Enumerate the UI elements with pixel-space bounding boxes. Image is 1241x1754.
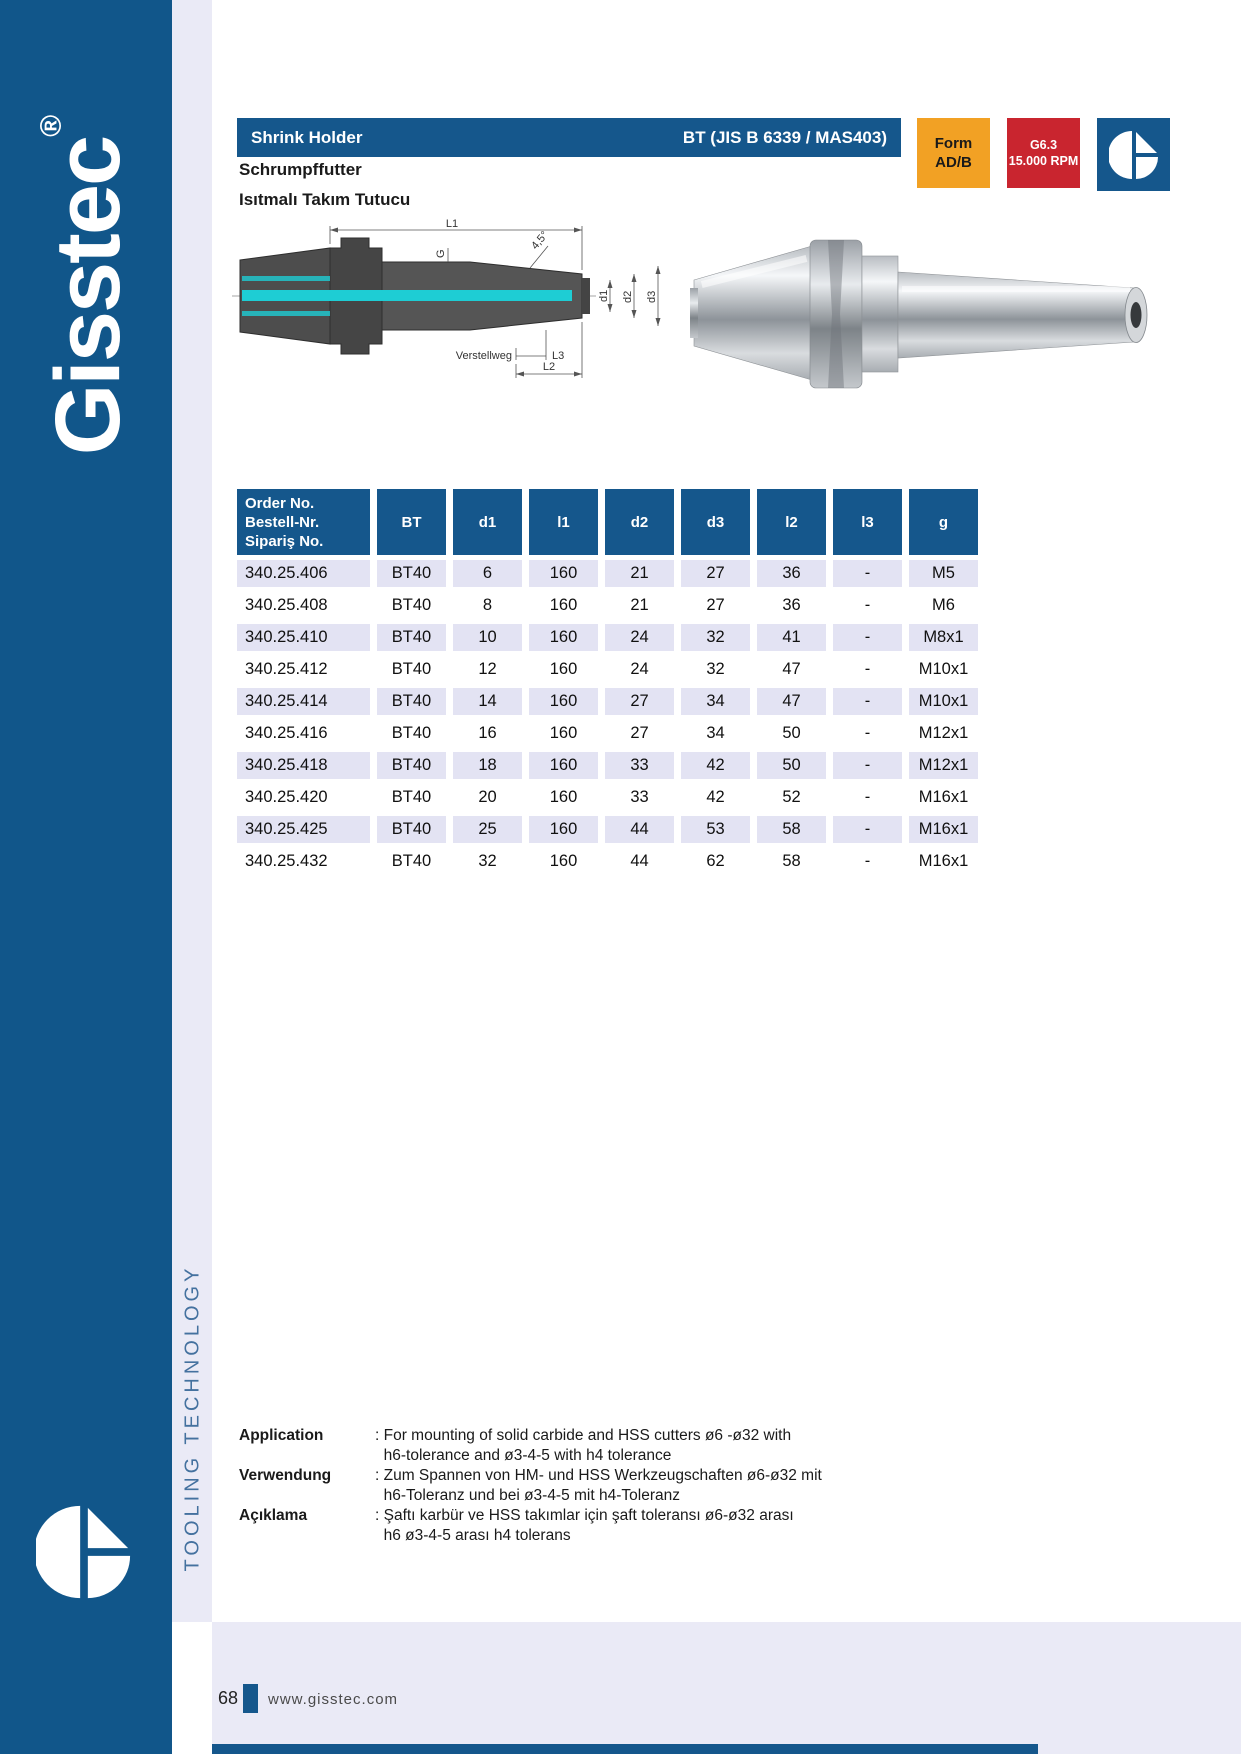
cell-l2: 41 bbox=[757, 624, 826, 651]
order-header-line: Sipariş No. bbox=[245, 532, 324, 550]
dim-label-d3: d3 bbox=[646, 290, 658, 303]
note-text: : Zum Spannen von HM- und HSS Werkzeugschaften ø6-ø32 mit h6-Toleranz und bei ø3-4-5 mit h4-Toleranz bbox=[375, 1467, 822, 1504]
cell-l1: 160 bbox=[529, 784, 598, 811]
form-badge-line1: Form bbox=[934, 135, 973, 152]
form-badge-line2: AD/B bbox=[935, 154, 972, 171]
page-title: Shrink Holder bbox=[251, 127, 363, 147]
cell-l1: 160 bbox=[529, 592, 598, 619]
cell-d2: 44 bbox=[605, 848, 674, 875]
notes-block bbox=[239, 1426, 899, 1546]
cell-g: M10x1 bbox=[909, 656, 978, 683]
cell-d1: 14 bbox=[453, 688, 522, 715]
cell-d1: 18 bbox=[453, 752, 522, 779]
cell-g: M6 bbox=[909, 592, 978, 619]
cell-d1: 6 bbox=[453, 560, 522, 587]
cell-d2: 27 bbox=[605, 688, 674, 715]
cell-d2: 24 bbox=[605, 656, 674, 683]
dim-label-g: G bbox=[435, 249, 447, 258]
cell-bt: BT40 bbox=[377, 688, 446, 715]
dim-label-verstellweg: Verstellweg bbox=[455, 350, 512, 362]
cell-g: M16x1 bbox=[909, 848, 978, 875]
cell-g: M8x1 bbox=[909, 624, 978, 651]
cell-l3: - bbox=[833, 688, 902, 715]
column-header-l3: l3 bbox=[833, 489, 902, 555]
table-row bbox=[237, 656, 978, 683]
cell-l1: 160 bbox=[529, 752, 598, 779]
balance-grade-line1: G6.3 bbox=[1029, 138, 1058, 152]
cell-l3: - bbox=[833, 624, 902, 651]
subtitle-german: Schrumpffutter bbox=[239, 160, 362, 179]
dim-label-l2: L2 bbox=[542, 361, 556, 373]
column-header-g: g bbox=[909, 489, 978, 555]
column-header-l1: l1 bbox=[529, 489, 598, 555]
table-row bbox=[237, 592, 978, 619]
cell-l2: 47 bbox=[757, 688, 826, 715]
cell-d1: 16 bbox=[453, 720, 522, 747]
dim-label-l1: L1 bbox=[445, 218, 459, 230]
cell-g: M12x1 bbox=[909, 752, 978, 779]
cell-d2: 24 bbox=[605, 624, 674, 651]
cell-d2: 27 bbox=[605, 720, 674, 747]
table-header-row bbox=[237, 489, 978, 555]
dim-label-l3: L3 bbox=[552, 350, 565, 362]
cell-order-no: 340.25.418 bbox=[237, 752, 370, 779]
dim-label-d1: d1 bbox=[598, 289, 610, 302]
cell-l3: - bbox=[833, 848, 902, 875]
column-header-d2: d2 bbox=[605, 489, 674, 555]
cell-bt: BT40 bbox=[377, 720, 446, 747]
cell-d2: 33 bbox=[605, 752, 674, 779]
cell-l3: - bbox=[833, 720, 902, 747]
footer-accent-mark bbox=[243, 1684, 258, 1713]
brand-name: Gisstec bbox=[37, 136, 139, 456]
cell-l2: 58 bbox=[757, 848, 826, 875]
cell-l3: - bbox=[833, 784, 902, 811]
subtitle-turkish: Isıtmalı Takım Tutucu bbox=[239, 190, 411, 209]
cell-d1: 20 bbox=[453, 784, 522, 811]
spec-table bbox=[230, 484, 985, 880]
table-row bbox=[237, 784, 978, 811]
cell-d1: 10 bbox=[453, 624, 522, 651]
cell-g: M10x1 bbox=[909, 688, 978, 715]
note-label: Application bbox=[239, 1427, 324, 1444]
cell-l2: 50 bbox=[757, 720, 826, 747]
cell-l1: 160 bbox=[529, 656, 598, 683]
cell-l3: - bbox=[833, 816, 902, 843]
cell-d3: 53 bbox=[681, 816, 750, 843]
cell-bt: BT40 bbox=[377, 816, 446, 843]
cell-l1: 160 bbox=[529, 720, 598, 747]
cell-l1: 160 bbox=[529, 560, 598, 587]
cell-d3: 42 bbox=[681, 752, 750, 779]
cell-g: M12x1 bbox=[909, 720, 978, 747]
technical-drawing bbox=[230, 218, 690, 408]
table-body bbox=[237, 560, 978, 875]
cell-d1: 8 bbox=[453, 592, 522, 619]
cell-l3: - bbox=[833, 752, 902, 779]
column-header-BT: BT bbox=[377, 489, 446, 555]
note-text: : Şaftı karbür ve HSS takımlar için şaft toleransı ø6-ø32 arası h6 ø3-4-5 arası h4 tolerans bbox=[375, 1507, 794, 1544]
table-row bbox=[237, 848, 978, 875]
cell-d1: 25 bbox=[453, 816, 522, 843]
table-row bbox=[237, 720, 978, 747]
column-header-d3: d3 bbox=[681, 489, 750, 555]
cell-l2: 50 bbox=[757, 752, 826, 779]
cell-d3: 27 bbox=[681, 560, 750, 587]
form-badge bbox=[917, 118, 990, 188]
footer-band bbox=[212, 1622, 1241, 1754]
cell-order-no: 340.25.410 bbox=[237, 624, 370, 651]
column-header-d1: d1 bbox=[453, 489, 522, 555]
table-row bbox=[237, 624, 978, 651]
cell-order-no: 340.25.406 bbox=[237, 560, 370, 587]
bottom-bar bbox=[212, 1744, 1038, 1754]
table-row bbox=[237, 560, 978, 587]
cell-l1: 160 bbox=[529, 688, 598, 715]
cell-bt: BT40 bbox=[377, 784, 446, 811]
cell-l1: 160 bbox=[529, 848, 598, 875]
cell-order-no: 340.25.416 bbox=[237, 720, 370, 747]
note-label: Verwendung bbox=[239, 1467, 332, 1484]
cell-d3: 32 bbox=[681, 624, 750, 651]
cell-l2: 52 bbox=[757, 784, 826, 811]
cell-l3: - bbox=[833, 592, 902, 619]
cell-d2: 33 bbox=[605, 784, 674, 811]
note-text: : For mounting of solid carbide and HSS cutters ø6 -ø32 with h6-tolerance and ø3-4-5 with h4 tolerance bbox=[375, 1427, 792, 1464]
cell-order-no: 340.25.408 bbox=[237, 592, 370, 619]
table-row bbox=[237, 816, 978, 843]
cell-d3: 34 bbox=[681, 720, 750, 747]
cell-d3: 27 bbox=[681, 592, 750, 619]
cell-l1: 160 bbox=[529, 624, 598, 651]
cell-bt: BT40 bbox=[377, 752, 446, 779]
cell-l2: 58 bbox=[757, 816, 826, 843]
dim-label-angle: 4,5° bbox=[529, 229, 551, 252]
cell-g: M16x1 bbox=[909, 816, 978, 843]
cell-order-no: 340.25.414 bbox=[237, 688, 370, 715]
cell-l3: - bbox=[833, 560, 902, 587]
website-link[interactable]: www.gisstec.com bbox=[268, 1691, 399, 1708]
cell-order-no: 340.25.425 bbox=[237, 816, 370, 843]
balance-grade-badge bbox=[1007, 118, 1080, 188]
column-header-l2: l2 bbox=[757, 489, 826, 555]
cell-d1: 32 bbox=[453, 848, 522, 875]
gisstec-logo-icon bbox=[36, 1502, 132, 1602]
cell-g: M16x1 bbox=[909, 784, 978, 811]
cell-bt: BT40 bbox=[377, 848, 446, 875]
cell-bt: BT40 bbox=[377, 592, 446, 619]
cell-l2: 36 bbox=[757, 592, 826, 619]
note-row bbox=[239, 1466, 899, 1506]
cell-order-no: 340.25.432 bbox=[237, 848, 370, 875]
cell-d3: 62 bbox=[681, 848, 750, 875]
cell-bt: BT40 bbox=[377, 560, 446, 587]
cell-l1: 160 bbox=[529, 816, 598, 843]
cell-l2: 47 bbox=[757, 656, 826, 683]
cell-g: M5 bbox=[909, 560, 978, 587]
cell-order-no: 340.25.420 bbox=[237, 784, 370, 811]
standard-label: BT (JIS B 6339 / MAS403) bbox=[682, 127, 887, 147]
gisstec-logo-icon bbox=[1109, 129, 1159, 181]
order-header-line: Bestell-Nr. bbox=[245, 513, 320, 531]
registered-mark: ® bbox=[35, 114, 68, 137]
table-row bbox=[237, 688, 978, 715]
cell-d3: 34 bbox=[681, 688, 750, 715]
cell-d3: 32 bbox=[681, 656, 750, 683]
sidebar bbox=[0, 0, 172, 1754]
brand-wordmark bbox=[35, 115, 141, 456]
cell-bt: BT40 bbox=[377, 656, 446, 683]
cell-order-no: 340.25.412 bbox=[237, 656, 370, 683]
cell-bt: BT40 bbox=[377, 624, 446, 651]
page-number: 68 bbox=[218, 1688, 239, 1708]
logo-badge bbox=[1097, 118, 1170, 191]
cell-d1: 12 bbox=[453, 656, 522, 683]
cell-d2: 21 bbox=[605, 560, 674, 587]
note-row bbox=[239, 1506, 899, 1546]
cell-d3: 42 bbox=[681, 784, 750, 811]
note-label: Açıklama bbox=[239, 1507, 308, 1524]
balance-rpm-line2: 15.000 RPM bbox=[1008, 154, 1079, 168]
order-header-line: Order No. bbox=[245, 494, 315, 512]
product-photo bbox=[690, 230, 1168, 398]
note-row bbox=[239, 1426, 899, 1466]
cell-d2: 21 bbox=[605, 592, 674, 619]
cell-d2: 44 bbox=[605, 816, 674, 843]
cell-l2: 36 bbox=[757, 560, 826, 587]
cell-l3: - bbox=[833, 656, 902, 683]
dim-label-d2: d2 bbox=[622, 290, 634, 303]
title-bar bbox=[237, 118, 901, 157]
table-row bbox=[237, 752, 978, 779]
column-header-order-no bbox=[237, 489, 370, 555]
vertical-tagline: TOOLING TECHNOLOGY bbox=[181, 1264, 204, 1572]
